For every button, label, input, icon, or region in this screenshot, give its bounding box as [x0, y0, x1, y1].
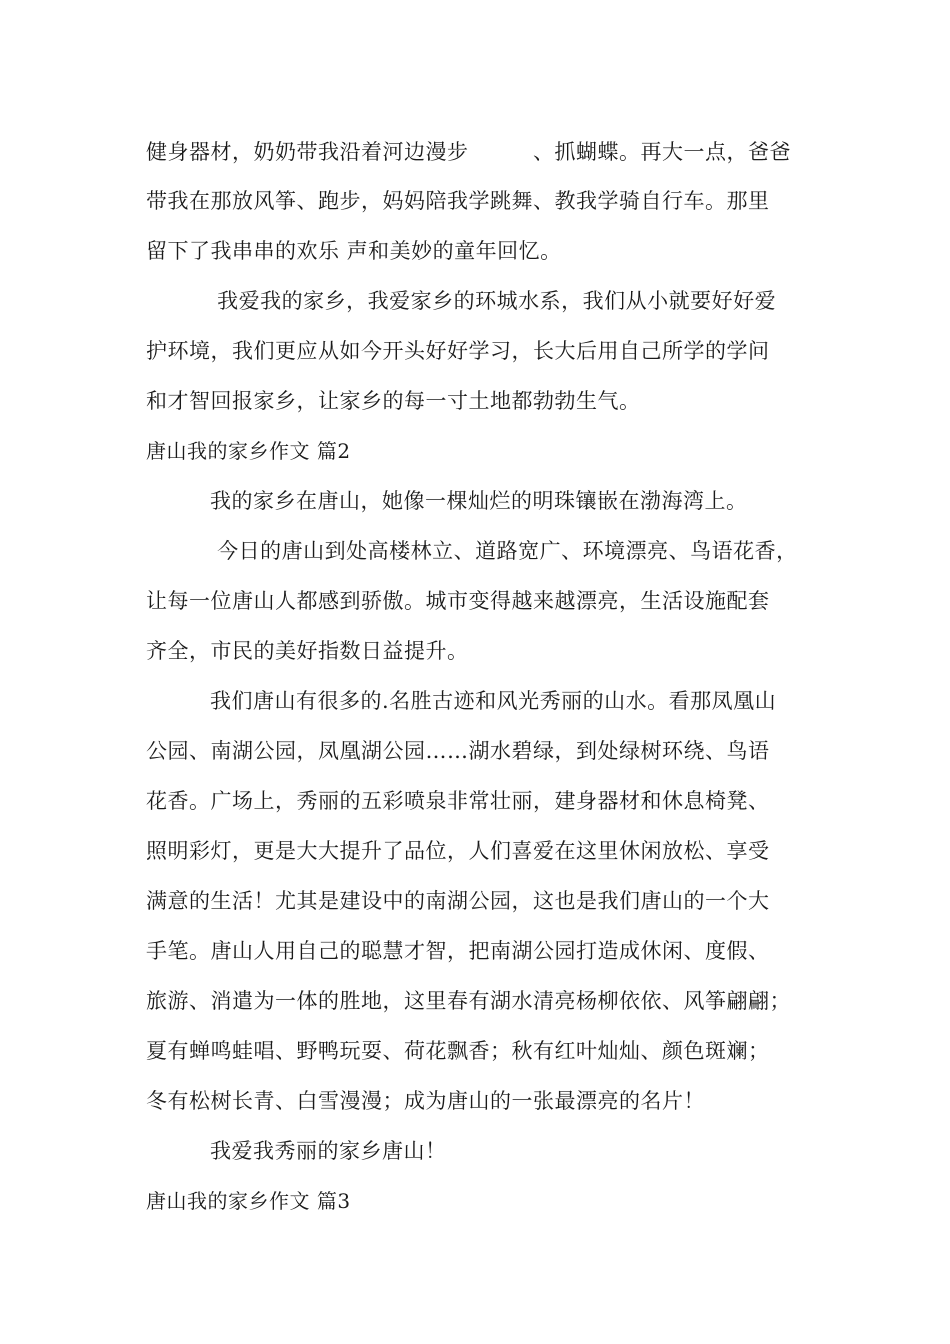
section-heading: 唐山我的家乡作文 篇2	[146, 439, 351, 463]
paragraph-line: 公园、南湖公园，凤凰湖公园……湖水碧绿，到处绿树环绕、鸟语	[146, 739, 770, 763]
paragraph-line: 让每一位唐山人都感到骄傲。城市变得越来越漂亮，生活设施配套	[146, 589, 770, 613]
paragraph-line: 齐全，市民的美好指数日益提升。	[146, 639, 469, 663]
paragraph-line: 我的家乡在唐山，她像一棵灿烂的明珠镶嵌在渤海湾上。	[210, 489, 748, 513]
paragraph-line: 和才智回报家乡，让家乡的每一寸土地都勃勃生气。	[146, 389, 641, 413]
paragraph-line: 我们唐山有很多的.名胜古迹和风光秀丽的山水。看那凤凰山	[210, 689, 777, 713]
paragraph-line: 我爱我的家乡，我爱家乡的环城水系，我们从小就要好好爱	[210, 289, 777, 313]
paragraph-line: 带我在那放风筝、跑步，妈妈陪我学跳舞、教我学骑自行车。那里	[146, 189, 770, 213]
paragraph-line: 满意的生活！尤其是建设中的南湖公园，这也是我们唐山的一个大	[146, 889, 770, 913]
paragraph-line: 照明彩灯，更是大大提升了品位，人们喜爱在这里休闲放松、享受	[146, 839, 770, 863]
paragraph-line: 健身器材，奶奶带我沿着河边漫步 、抓蝴蝶。再大一点，爸爸	[146, 140, 791, 164]
paragraph-line: 今日的唐山到处高楼林立、道路宽广、环境漂亮、鸟语花香，	[210, 539, 798, 563]
paragraph-line: 夏有蝉鸣蛙唱、野鸭玩耍、荷花飘香；秋有红叶灿灿、颜色斑斓；	[146, 1039, 770, 1063]
section-heading: 唐山我的家乡作文 篇3	[146, 1189, 351, 1213]
paragraph-line: 我爱我秀丽的家乡唐山！	[210, 1139, 447, 1163]
paragraph-line: 花香。广场上，秀丽的五彩喷泉非常壮丽，建身器材和休息椅凳、	[146, 789, 770, 813]
paragraph-line: 留下了我串串的欢乐 声和美妙的童年回忆。	[146, 239, 562, 263]
paragraph-line: 冬有松树长青、白雪漫漫；成为唐山的一张最漂亮的名片！	[146, 1089, 705, 1113]
paragraph-line: 护环境，我们更应从如今开头好好学习，长大后用自己所学的学问	[146, 339, 770, 363]
paragraph-line: 手笔。唐山人用自己的聪慧才智，把南湖公园打造成休闲、度假、	[146, 939, 770, 963]
paragraph-line: 旅游、消遣为一体的胜地，这里春有湖水清亮杨柳依依、风筝翩翩；	[146, 989, 791, 1013]
